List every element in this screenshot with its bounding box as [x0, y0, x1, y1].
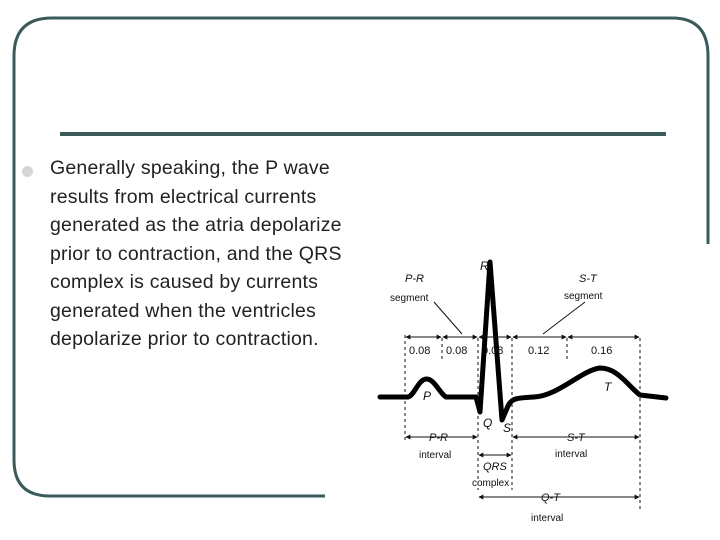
leader-lines [434, 302, 585, 334]
t-wave-label: T [604, 380, 612, 394]
st-segment-label: S-T [579, 273, 597, 285]
q-wave-label: Q [483, 416, 493, 430]
duration-label: 0.08 [482, 345, 504, 357]
duration-label: 0.08 [409, 345, 431, 357]
duration-label: 0.08 [446, 345, 468, 357]
pr-segment-label-2: segment [390, 293, 429, 304]
bullet-text: Generally speaking, the P wave results from electrical currents generated as the atria depolarize prior to contraction, and the QRS complex is caused by currents generated when the ventricles depolarize prior to contraction. [50, 157, 342, 350]
pr-interval-label-2: interval [419, 450, 452, 461]
bullet-dot [22, 166, 33, 177]
st-segment-label-2: segment [564, 291, 603, 302]
pr-segment-label: P-R [405, 273, 424, 285]
interval-arrows [406, 437, 639, 497]
duration-label: 0.12 [528, 345, 550, 357]
st-interval-label: S-T [567, 432, 585, 444]
qt-interval-label-2: interval [531, 513, 564, 524]
reference-lines [405, 335, 640, 510]
s-wave-label: S [503, 421, 512, 435]
r-wave-label: R [480, 259, 489, 273]
qrs-complex-label: QRS [483, 461, 507, 473]
qt-interval-label: Q-T [541, 492, 560, 504]
pr-interval-label: P-R [429, 432, 448, 444]
qrs-complex-label-2: complex [472, 478, 510, 489]
duration-label: 0.16 [591, 345, 613, 357]
p-wave-label: P [423, 389, 432, 403]
st-interval-label-2: interval [555, 449, 588, 460]
ecg-diagram [375, 248, 670, 528]
